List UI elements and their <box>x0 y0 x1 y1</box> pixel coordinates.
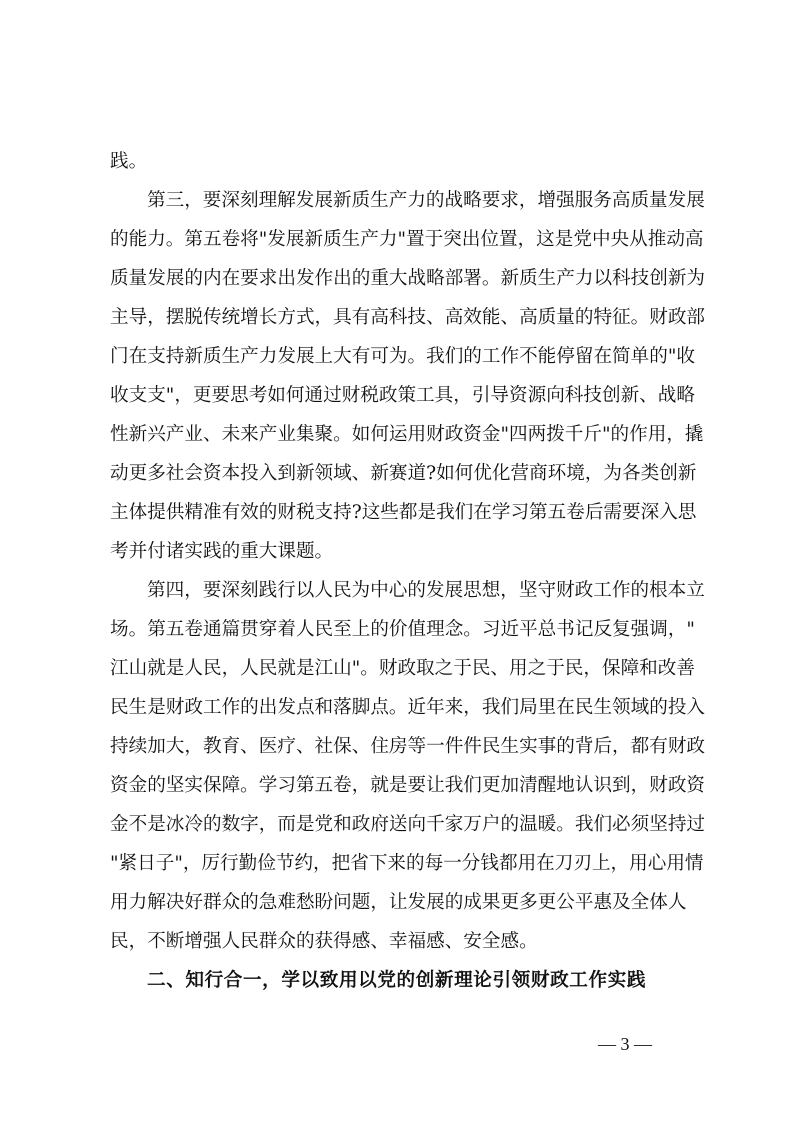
page-number: — 3 — <box>598 1034 652 1054</box>
body-line: 资金的坚实保障。学习第五卷，就是要让我们更加清醒地认识到，财政资 <box>110 775 706 796</box>
body-line: 的能力。第五卷将"发展新质生产力"置于突出位置，这是党中央从推动高 <box>110 229 704 250</box>
body-line: "紧日子"，厉行勤俭节约，把省下来的每一分钱都用在刀刃上，用心用情 <box>110 853 704 874</box>
paragraph-first-line: 第四，要深刻践行以人民为中心的发展思想，坚守财政工作的根本立 <box>147 580 705 601</box>
body-line: 民生是财政工作的出发点和落脚点。近年来，我们局里在民生领域的投入 <box>110 697 706 718</box>
body-line: 门在支持新质生产力发展上大有可为。我们的工作不能停留在简单的"收 <box>110 346 695 367</box>
body-line: 金不是冰冷的数字，而是党和政府送向千家万户的温暖。我们必须坚持过 <box>110 814 706 835</box>
body-line: 主导，摆脱传统增长方式，具有高科技、高效能、高质量的特征。财政部 <box>110 307 706 328</box>
paragraph-first-line: 第三，要深刻理解发展新质生产力的战略要求，增强服务高质量发展 <box>147 190 705 211</box>
body-line: 用力解决好群众的急难愁盼问题，让发展的成果更多更公平惠及全体人 <box>110 892 687 913</box>
body-line: 动更多社会资本投入到新领域、新赛道?如何优化营商环境，为各类创新 <box>110 463 697 484</box>
body-line: 持续加大，教育、医疗、社保、住房等一件件民生实事的背后，都有财政 <box>110 736 706 757</box>
body-line: 践。 <box>110 151 148 172</box>
body-line: 收支支"，更要思考如何通过财税政策工具，引导资源向科技创新、战略 <box>110 385 695 406</box>
body-line: 场。第五卷通篇贯穿着人民至上的价值理念。习近平总书记反复强调，" <box>110 619 695 640</box>
body-line: 性新兴产业、未来产业集聚。如何运用财政资金"四两拨千斤"的作用，撬 <box>110 424 704 445</box>
body-line: 质量发展的内在要求出发作出的重大战略部署。新质生产力以科技创新为 <box>110 268 706 289</box>
body-line: 民，不断增强人民群众的获得感、幸福感、安全感。 <box>110 931 538 952</box>
body-line: 江山就是人民，人民就是江山"。财政取之于民、用之于民，保障和改善 <box>110 658 695 679</box>
body-line: 考并付诸实践的重大课题。 <box>110 541 334 562</box>
section-heading: 二、知行合一，学以致用以党的创新理论引领财政工作实践 <box>147 970 647 991</box>
body-line: 主体提供精准有效的财税支持?这些都是我们在学习第五卷后需要深入思 <box>110 502 697 523</box>
